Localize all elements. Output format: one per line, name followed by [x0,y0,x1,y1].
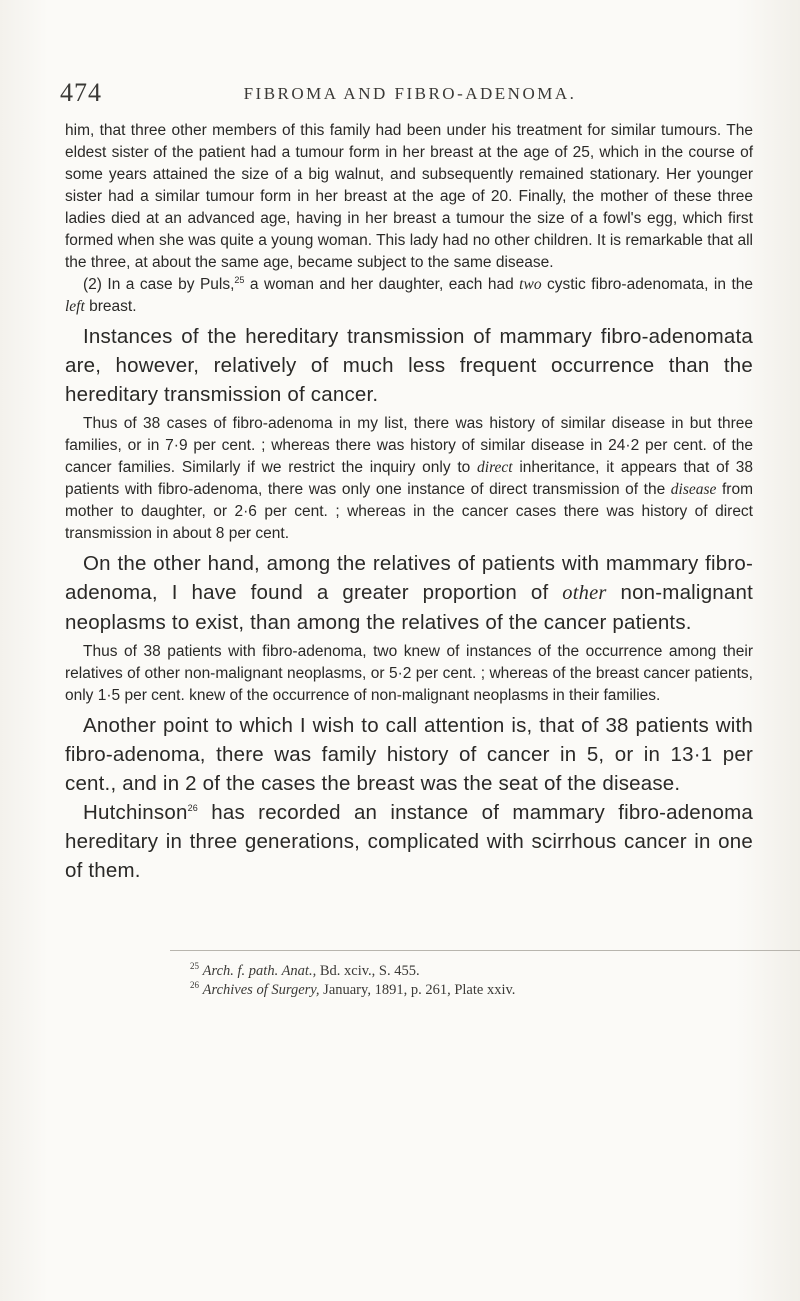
footnote-number: 25 [190,961,199,972]
paragraph-relatives-statistics: Thus of 38 patients with fibro-adenoma, two knew of instances of the occurrence among their relatives of other non-malignant neoplasms, or 5·2 per cent. ; whereas of the breast cancer patients, only 1·5 per cent. knew of the occurrence of non-malignant neoplasms in their families. [65,643,753,704]
footnote-divider [170,950,800,951]
page-header [60,78,760,114]
text-run: from mother to daughter, or 2·6 per cent. ; whereas in the cancer cases there was history of direct transmission in about 8 per cent. [65,481,753,542]
text-run: cystic fibro-adenomata, in the [541,276,754,293]
paragraph-family-history-cancer: Another point to which I wish to call attention is, that of 38 patients with fibro-adenoma, there was family history of cancer in 5, or in 13·1 per cent., and in 2 of the cases the breast was the seat of the disease. [65,714,753,795]
footnote-25 [190,962,780,981]
paragraph-family-history: him, that three other members of this family had been under his treatment for similar tumours. The eldest sister of the patient had a tumour form in her breast at the age of 25, which in the course of some years attained the size of a big walnut, and subsequently remained stationary. Her younger sister had a similar tumour form in her breast at the age of 20. Finally, the mother of these three ladies died at an advanced age, having in her breast a tumour the size of a fowl's egg, which first formed when she was quite a young woman. This lady had no other children. It is remarkable that all the three, at about the same age, became subject to the same disease. [65,122,753,271]
paragraph-hereditary-transmission: Instances of the hereditary transmission of mammary fibro-adenomata are, however, relatively of much less frequent occurrence than the hereditary transmission of cancer. [65,325,753,406]
footnote-source-title: Arch. f. path. Anat., [202,963,317,979]
text-run: Thus of 38 cases of fibro-adenoma in my list, there was history of similar disease in but three families, or in 7·9 per cent. ; whereas there was history of similar disease in 24·2 per cent. of the cancer families. Similarly if we restrict the inquiry only to [65,415,753,476]
italic-disease: disease [670,481,717,498]
footnote-source-details: Bd. xciv., S. 455. [316,963,420,979]
footnote-26 [190,981,780,1000]
text-run: inheritance, it appears that of 38 patients with fibro-adenoma, there was only one instance of direct transmission of the [65,459,753,498]
text-run: has recorded an instance of mammary fibro-adenoma hereditary in three generations, complicated with scirrhous cancer in one of them. [65,801,753,882]
footnote-source-details: January, 1891, p. 261, Plate xxiv. [319,982,516,998]
italic-two: two [519,276,542,293]
text-run: Hutchinson [83,801,188,824]
footnote-source-title: Archives of Surgery, [202,982,320,998]
body-text [65,120,753,885]
text-run: breast. [84,298,137,315]
text-run: On the other hand, among the relatives of patients with mammary fibro-adenoma, I have found a greater proportion of [65,552,753,604]
italic-left: left [65,298,85,315]
italic-direct: direct [477,459,513,476]
paragraph-other-neoplasms [65,549,753,637]
footnote-ref-25: 25 [234,274,245,285]
footnote-ref-26: 26 [187,803,198,814]
text-run: (2) In a case by Puls, [83,276,235,293]
paragraph-puls-case [65,274,753,318]
page-number: 474 [60,78,102,107]
paragraph-hutchinson [65,798,753,885]
footnote-number: 26 [190,980,199,991]
footnotes [190,962,780,1000]
text-run: non-malignant neoplasms to exist, than among the relatives of the cancer patients. [65,581,753,634]
running-head: FIBROMA AND FIBRO-ADENOMA. [243,84,577,103]
italic-other: other [562,582,607,604]
paragraph-statistics-direct [65,413,753,545]
text-run: a woman and her daughter, each had [244,276,520,293]
